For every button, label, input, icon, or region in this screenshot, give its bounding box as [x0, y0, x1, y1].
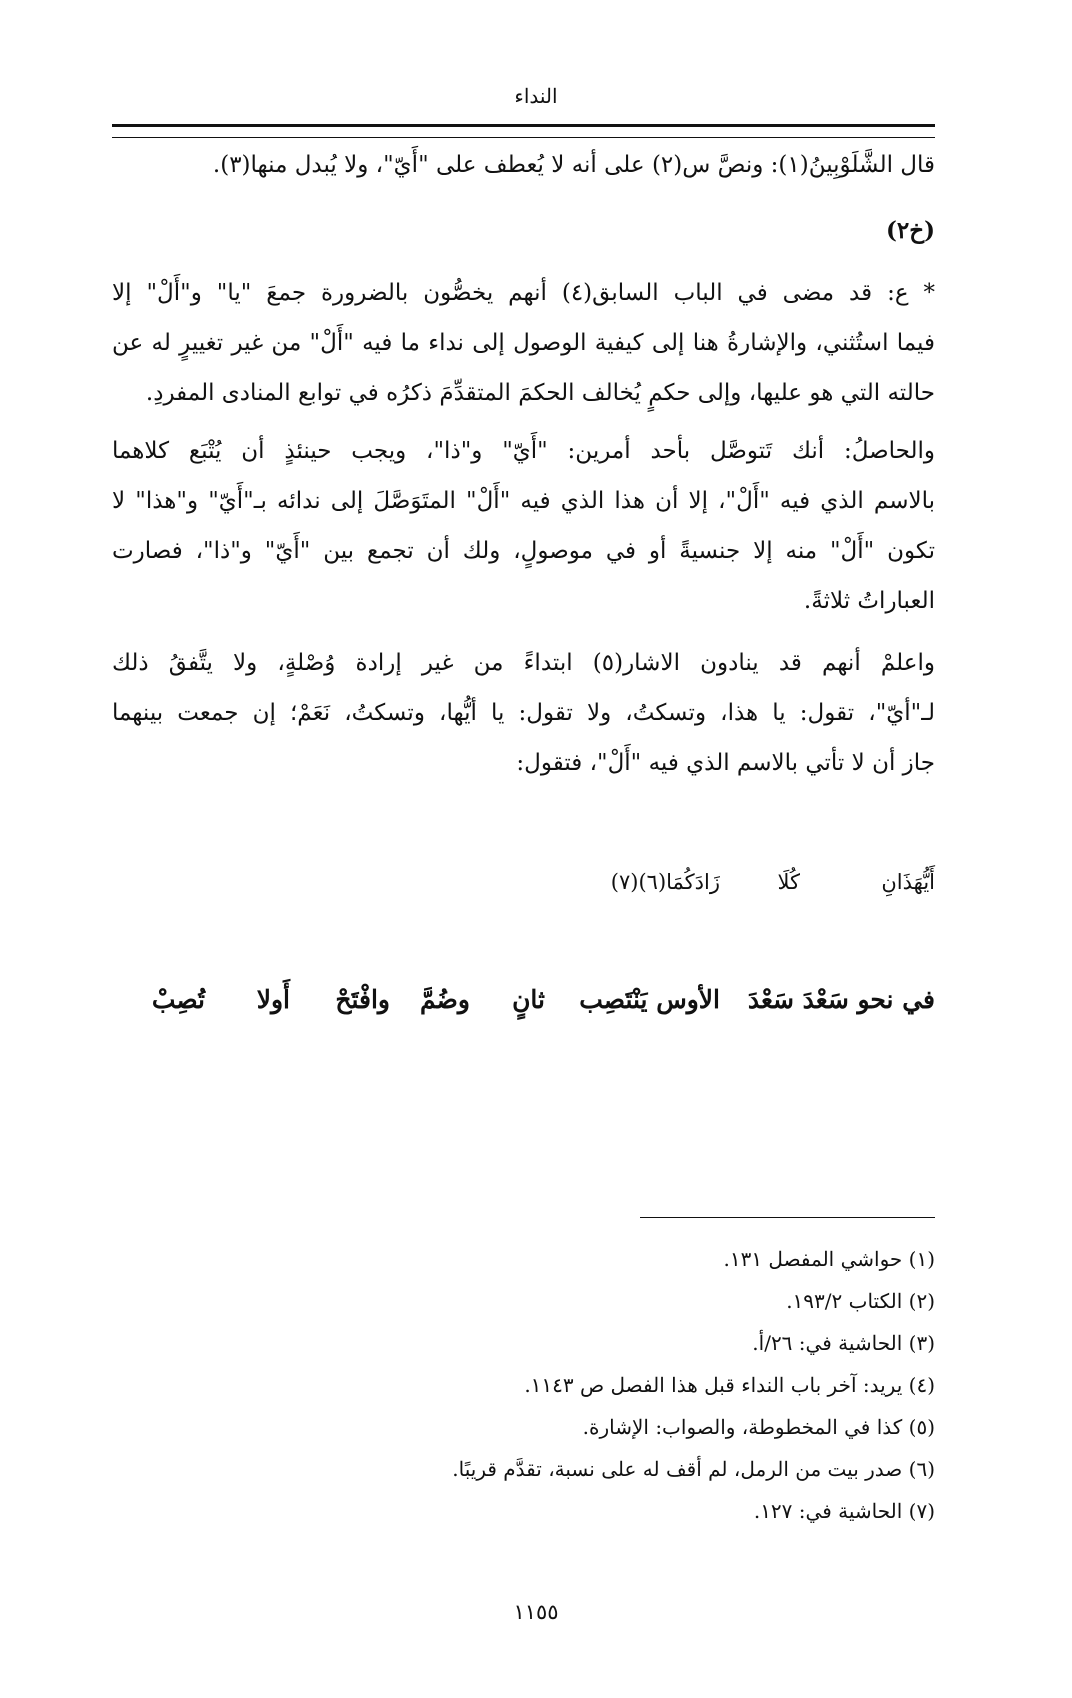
paragraph-1	[112, 140, 935, 190]
text-line: والحاصلُ: أنك تَتوصَّل بأحد أمرين: "أَيّ" و"ذا"، ويجب حينئذٍ أن يُتْبَع كلاهما	[112, 438, 935, 464]
text-line: قال الشَّلَوْبِينُ(١): ونصَّ س(٢) على أنه لا يُعطف على "أَيّ"، ولا يُبدل منها(٣).	[212, 152, 935, 178]
footnote-separator	[640, 1217, 935, 1218]
text-line: جاز أن لا تأتي بالاسم الذي فيه "أَلْ"، فتقول:	[516, 750, 935, 776]
text-line: حالته التي هو عليها، وإلى حكمٍ يُخالف الحكمَ المتقدِّمَ ذكرُه في توابع المنادى المفردِ.	[145, 380, 935, 406]
text-line: العباراتُ ثلاثةً.	[803, 588, 935, 614]
paragraph-2	[112, 268, 935, 418]
text-line: لـ"أيّ"، تقول: يا هذا، وتسكتُ، ولا تقول: يا أيُّها، وتسكتُ، نَعَمْ؛ إن جمعت بينهما	[112, 700, 935, 726]
footnote: (٥) كذا في المخطوطة، والصواب: الإشارة.	[582, 1415, 935, 1439]
text-line: بالاسم الذي فيه "أَلْ"، إلا أن هذا الذي فيه "أَلْ" المتَوَصَّلَ إلى ندائه بـ"أَيّ" و"هذا" لا	[112, 488, 935, 514]
text-line: فيما استُثني، والإشارةُ هنا إلى كيفية الوصول إلى نداء ما فيه "أَلْ" من غير تغييرٍ له عن	[112, 330, 935, 356]
footnote: (٣) الحاشية في: ٢٦/أ.	[752, 1331, 935, 1355]
paragraph-4	[112, 638, 935, 788]
footnote: (٦) صدر بيت من الرمل، لم أقف له على نسبة، تقدَّم قريبًا.	[452, 1457, 935, 1481]
verse-part-2: كُلَا	[777, 870, 800, 894]
verse-part-1: أَيُّهَذَانِ	[881, 870, 935, 894]
verse-quotation	[112, 870, 935, 920]
poem-word: تُصِبْ	[151, 985, 205, 1014]
section-label-text: (خ٢)	[886, 217, 935, 244]
poem-word: وافْتَحْ	[335, 985, 390, 1014]
footnote: (٧) الحاشية في: ١٢٧.	[753, 1499, 935, 1523]
poem-word: وضُمَّ	[420, 985, 470, 1014]
page-number: ١١٥٥	[513, 1600, 559, 1624]
poem-word: الأوس يَنْتَصِب	[579, 985, 720, 1014]
footnotes	[112, 1238, 935, 1532]
poem-line	[112, 985, 935, 1035]
verse-part-3: زَادَكُمَا(٦)(٧)	[610, 870, 720, 894]
text-line: تكون "أَلْ" منه إلا جنسيةً أو في موصولٍ، ولك أن تجمع بين "أَيّ" و"ذا"، فصارت	[112, 538, 935, 564]
poem-word: أَولا	[256, 985, 290, 1014]
poem-word: ثانٍ	[512, 985, 545, 1014]
running-header-title: النداء	[514, 84, 558, 108]
footnote: (١) حواشي المفصل ١٣١.	[723, 1247, 935, 1271]
text-line: واعلمْ أنهم قد ينادون الاشار(٥) ابتداءً من غير إرادة وُصْلةٍ، ولا يتَّفقُ ذلك	[112, 650, 935, 676]
section-label	[112, 206, 935, 256]
header-rule-thin	[112, 137, 935, 138]
paragraph-3	[112, 426, 935, 626]
header-rule-thick	[112, 124, 935, 127]
footnote: (٤) يريد: آخر باب النداء قبل هذا الفصل ص ١١٤٣.	[524, 1373, 935, 1397]
text-line: * ع: قد مضى في الباب السابق(٤) أنهم يخصُّون بالضرورة جمعَ "يا" و"أَلْ" إلا	[112, 280, 935, 306]
footnote: (٢) الكتاب ١٩٣/٢.	[786, 1289, 935, 1313]
poem-word: في نحو سَعْدَ سَعْدَ	[747, 985, 935, 1014]
